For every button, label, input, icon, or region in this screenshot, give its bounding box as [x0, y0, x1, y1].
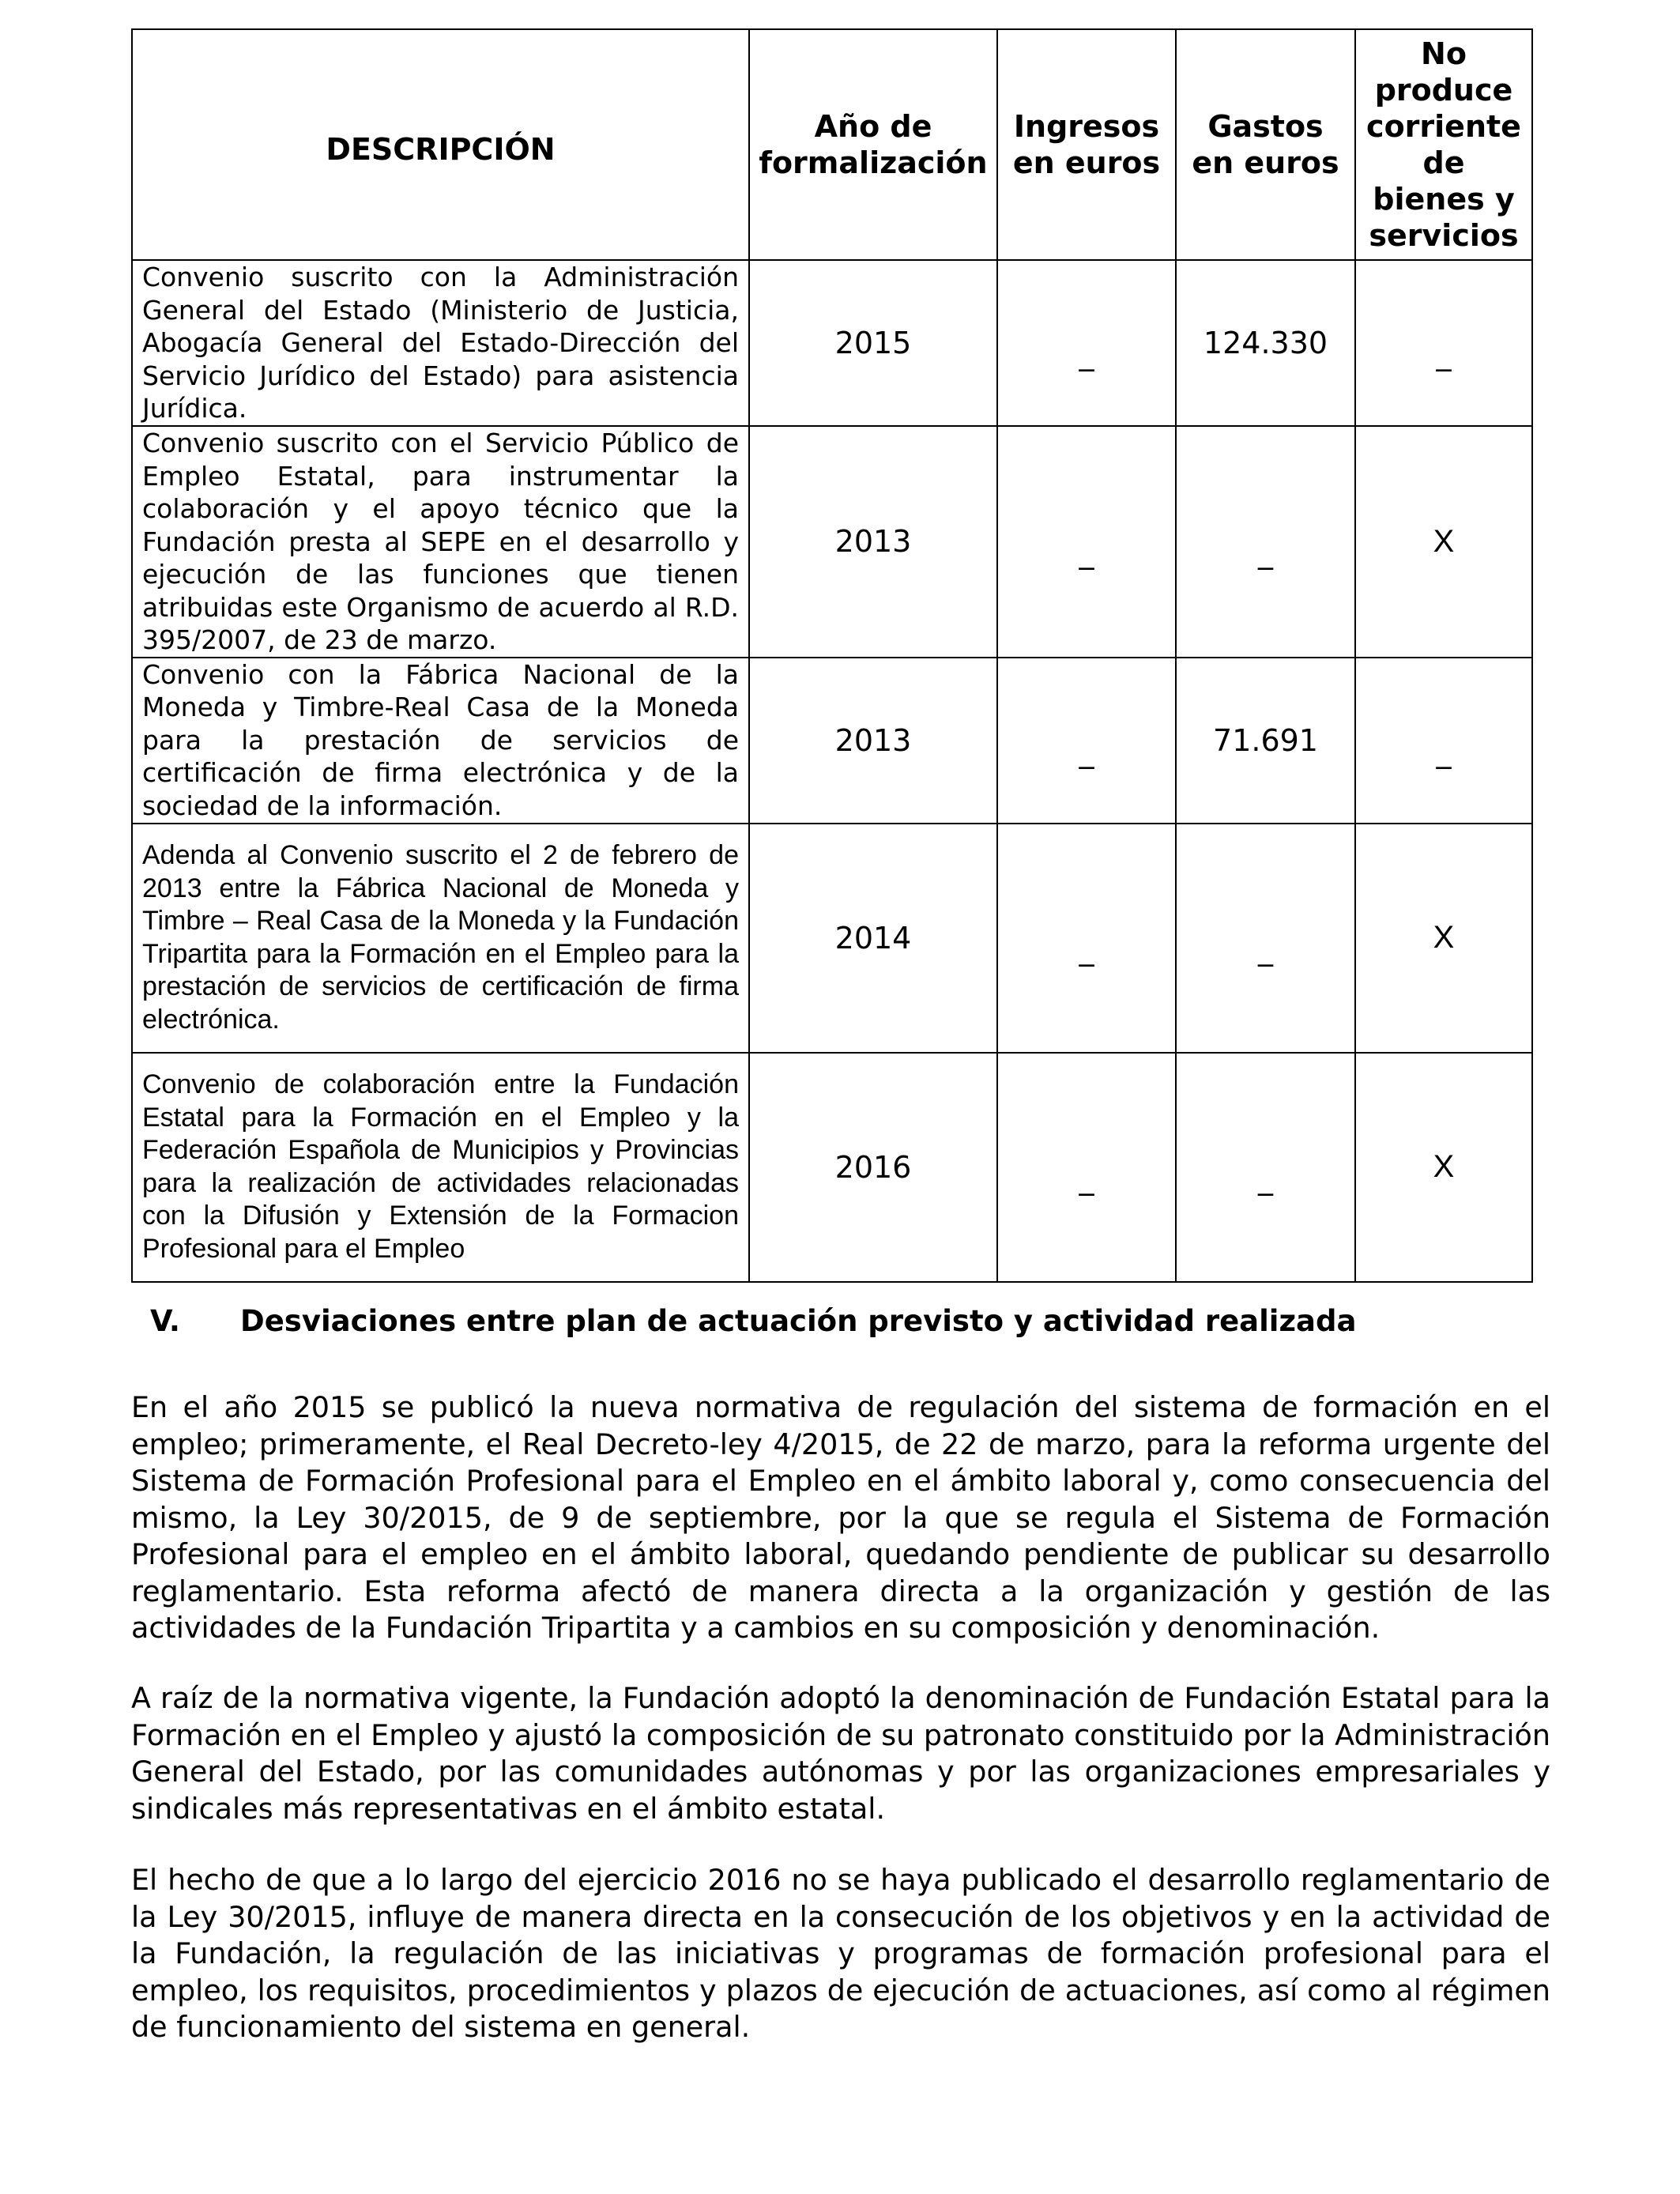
table-header-row	[132, 29, 1532, 260]
table-row	[132, 1053, 1532, 1282]
table-row	[132, 658, 1532, 824]
row-ingresos: _	[997, 824, 1176, 1053]
row-gastos: 71.691	[1176, 658, 1355, 824]
row-anio: 2013	[749, 426, 997, 658]
table-row	[132, 260, 1532, 426]
header-ingresos: Ingresos en euros	[997, 29, 1176, 260]
section-title: Desviaciones entre plan de actuación previsto y actividad realizada	[240, 1304, 1357, 1338]
header-descripcion: DESCRIPCIÓN	[132, 29, 749, 260]
header-no-produce: No produce corriente de bienes y servicios	[1355, 29, 1532, 260]
row-no-produce: _	[1355, 260, 1532, 426]
row-descripcion: Convenio suscrito con la Administración General del Estado (Ministerio de Justicia, Abogacía General del Estado-Dirección del Servicio Jurídico del Estado) para asistencia Jurídica.	[132, 260, 749, 426]
row-descripcion: Convenio con la Fábrica Nacional de la Moneda y Timbre-Real Casa de la Moneda para la prestación de servicios de certificación de firma electrónica y de la sociedad de la información.	[132, 658, 749, 824]
row-no-produce: X	[1355, 824, 1532, 1053]
convenios-table	[131, 28, 1533, 1283]
paragraph: El hecho de que a lo largo del ejercicio 2016 no se haya publicado el desarrollo reglamentario de la Ley 30/2015, influye de manera directa en la consecución de los objetivos y en la actividad de la Fundación, la regulación de las iniciativas y programas de formación profesional para el empleo, los requisitos, procedimientos y plazos de ejecución de actuaciones, así como al régimen de funcionamiento del sistema en general.	[131, 1863, 1550, 2044]
section-heading	[150, 1304, 1356, 1338]
row-descripcion: Adenda al Convenio suscrito el 2 de febrero de 2013 entre la Fábrica Nacional de Moneda y Timbre – Real Casa de la Moneda y la Fundación Tripartita para la Formación en el Empleo para la prestación de servicios de certificación de firma electrónica.	[132, 824, 749, 1053]
row-descripcion: Convenio suscrito con el Servicio Público de Empleo Estatal, para instrumentar la colaboración y el apoyo técnico que la Fundación presta al SEPE en el desarrollo y ejecución de las funciones que tienen atribuidas este Organismo de acuerdo al R.D. 395/2007, de 23 de marzo.	[132, 426, 749, 658]
header-anio-formalizacion: Año de formalización	[749, 29, 997, 260]
row-ingresos: _	[997, 426, 1176, 658]
row-anio: 2015	[749, 260, 997, 426]
row-gastos: _	[1176, 426, 1355, 658]
row-descripcion: Convenio de colaboración entre la Fundación Estatal para la Formación en el Empleo y la Federación Española de Municipios y Provincias para la realización de actividades relacionadas con la Difusión y Extensión de la Formacion Profesional para el Empleo	[132, 1053, 749, 1282]
row-gastos: _	[1176, 824, 1355, 1053]
row-ingresos: _	[997, 260, 1176, 426]
row-gastos: _	[1176, 1053, 1355, 1282]
row-no-produce: _	[1355, 658, 1532, 824]
row-gastos: 124.330	[1176, 260, 1355, 426]
table-row	[132, 824, 1532, 1053]
paragraph: En el año 2015 se publicó la nueva normativa de regulación del sistema de formación en el empleo; primeramente, el Real Decreto-ley 4/2015, de 22 de marzo, para la reforma urgente del Sistema de Formación Profesional para el Empleo en el ámbito laboral y, como consecuencia del mismo, la Ley 30/2015, de 9 de septiembre, por la que se regula el Sistema de Formación Profesional para el empleo en el ámbito laboral, quedando pendiente de publicar su desarrollo reglamentario. Esta reforma afectó de manera directa a la organización y gestión de las actividades de la Fundación Tripartita y a cambios en su composición y denominación.	[131, 1390, 1550, 1645]
row-anio: 2013	[749, 658, 997, 824]
row-no-produce: X	[1355, 1053, 1532, 1282]
row-no-produce: X	[1355, 426, 1532, 658]
row-ingresos: _	[997, 1053, 1176, 1282]
section-number: V.	[150, 1304, 180, 1338]
paragraph: A raíz de la normativa vigente, la Fundación adoptó la denominación de Fundación Estatal para la Formación en el Empleo y ajustó la composición de su patronato constituido por la Administración General del Estado, por las comunidades autónomas y por las organizaciones empresariales y sindicales más representativas en el ámbito estatal.	[131, 1681, 1550, 1826]
row-anio: 2016	[749, 1053, 997, 1282]
row-anio: 2014	[749, 824, 997, 1053]
table-row	[132, 426, 1532, 658]
row-ingresos: _	[997, 658, 1176, 824]
header-gastos: Gastos en euros	[1176, 29, 1355, 260]
